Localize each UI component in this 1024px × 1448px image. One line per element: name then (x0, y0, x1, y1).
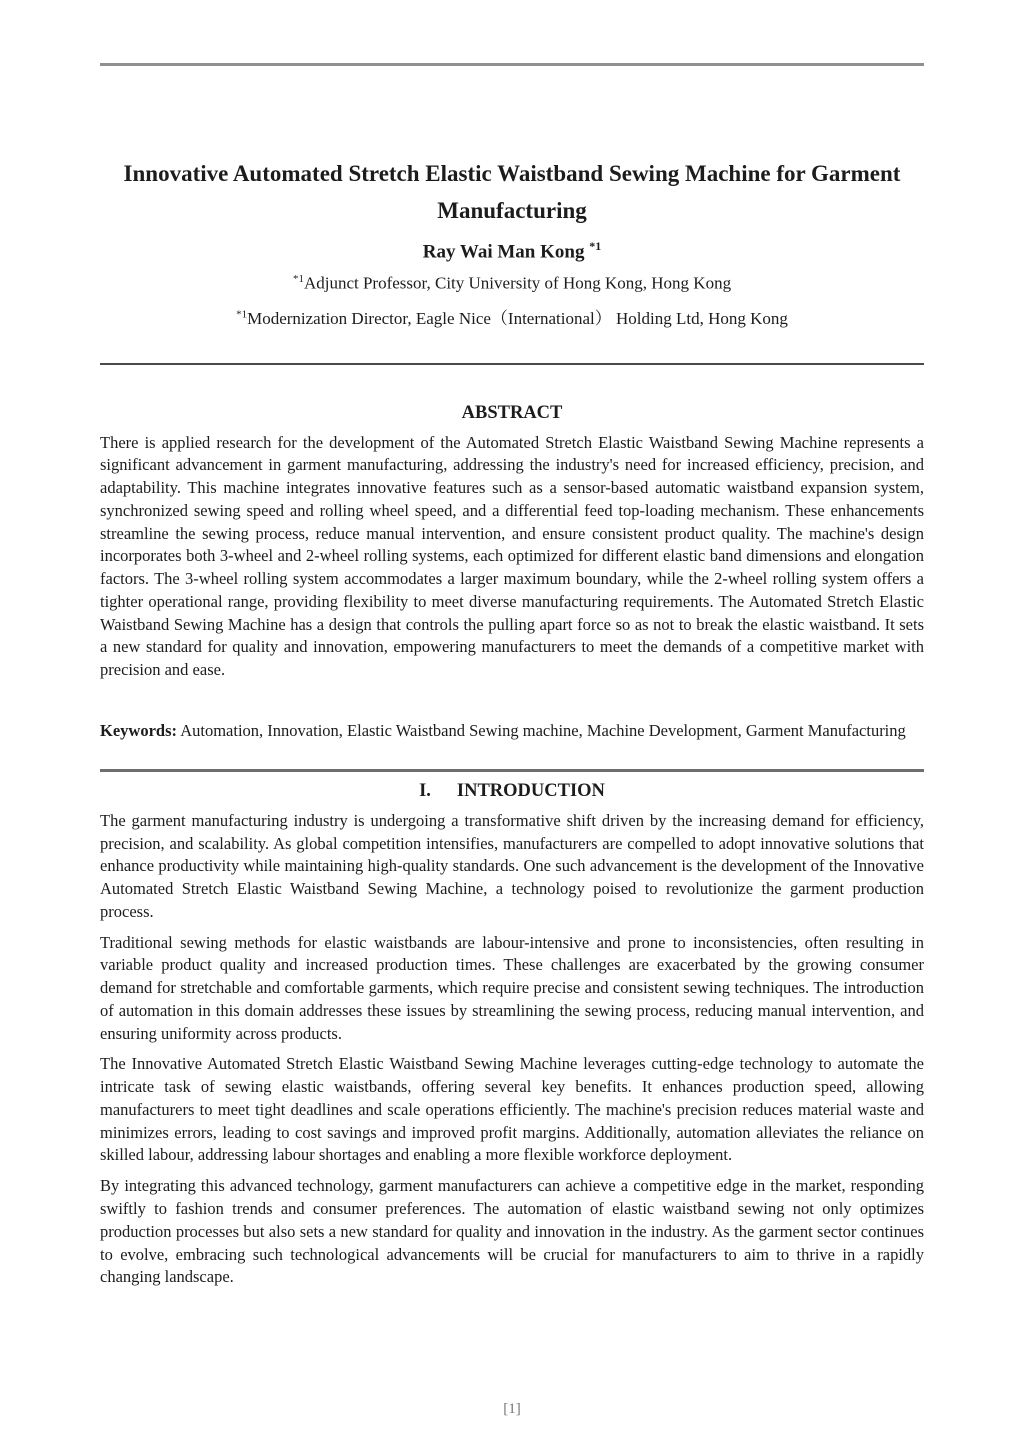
introduction-paragraph-2: Traditional sewing methods for elastic waistbands are labour-intensive and prone to inconsistencies, often resulting in variable product quality and increased production times. These challenges are exacerbated by the growing consumer demand for stretchable and comfortable garments, which require precise and consistent sewing techniques. The introduction of automation in this domain addresses these issues by streamlining the sewing process, reducing manual intervention, and ensuring uniformity across products. (100, 932, 924, 1043)
page-content (100, 63, 924, 1289)
keywords-label: Keywords: (100, 721, 177, 740)
introduction-divider (100, 769, 924, 772)
author-superscript: *1 (589, 238, 602, 253)
affiliation-2-superscript: *1 (236, 307, 248, 320)
introduction-heading-label: INTRODUCTION (456, 780, 605, 801)
affiliation-2-text: Modernization Director, Eagle Nice（International） Holding Ltd, Hong Kong (247, 308, 788, 328)
introduction-paragraph-1: The garment manufacturing industry is undergoing a transformative shift driven by the increasing demand for efficiency, precision, and scalability. As global competition intensifies, manufacturers are compelled to adopt innovative solutions that enhance productivity while maintaining high-quality standards. One such advancement is the development of the Innovative Automated Stretch Elastic Waistband Sewing Machine, a technology poised to revolutionize the garment production process. (100, 810, 924, 921)
top-divider (100, 63, 924, 66)
abstract-heading: ABSTRACT (461, 402, 563, 423)
keywords-text: Automation, Innovation, Elastic Waistband Sewing machine, Machine Development, Garment Manufacturing (177, 721, 906, 740)
author-name: Ray Wai Man Kong (422, 240, 585, 262)
header-divider (100, 363, 924, 365)
affiliation-line-2 (100, 304, 924, 329)
affiliation-1-text: Adjunct Professor, City University of Hong Kong, Hong Kong (303, 273, 732, 293)
affiliation-line-1 (100, 273, 924, 294)
title-block (100, 156, 924, 329)
introduction-heading (100, 781, 924, 802)
page-number: [1] (503, 1401, 521, 1417)
affiliation-1-superscript: *1 (292, 272, 304, 285)
keywords-paragraph (100, 720, 924, 743)
introduction-paragraph-4: By integrating this advanced technology, garment manufacturers can achieve a competitive edge in the market, responding swiftly to fashion trends and consumer preferences. The automation of elastic waistband sewing not only optimizes production processes but also sets a new standard for quality and innovation in the industry. As the garment sector continues to evolve, embracing such technological advancements will be crucial for manufacturers to aim to thrive in a rapidly changing landscape. (100, 1176, 924, 1287)
author-line (100, 239, 924, 263)
introduction-heading-number: I. (419, 780, 431, 801)
introduction-paragraph-3: The Innovative Automated Stretch Elastic Waistband Sewing Machine leverages cutting-edge technology to automate the intricate task of sewing elastic waistbands, offering several key benefits. It enhances production speed, allowing manufacturers to meet tight deadlines and scale operations efficiently. The machine's precision reduces material waste and minimizes errors, leading to cost savings and improved profit margins. Additionally, automation alleviates the reliance on skilled labour, addressing labour shortages and enabling a more flexible workforce deployment. (100, 1054, 924, 1165)
paper-title: Innovative Automated Stretch Elastic Waistband Sewing Machine for Garment Manufacturing (123, 161, 901, 223)
abstract-body: There is applied research for the development of the Automated Stretch Elastic Waistband Sewing Machine represents a significant advancement in garment manufacturing, addressing the industry's need for increased efficiency, precision, and adaptability. This machine integrates innovative features such as a sensor-based automatic waistband expansion system, synchronized sewing speed and rolling wheel speed, and a differential feed top-loading mechanism. These enhancements streamline the sewing process, reduce manual intervention, and ensure consistent product quality. The machine's design incorporates both 3-wheel and 2-wheel rolling systems, each optimized for different elastic band dimensions and elongation factors. The 3-wheel rolling system accommodates a larger maximum boundary, while the 2-wheel rolling system offers a tighter operational range, providing flexibility to meet diverse manufacturing requirements. The Automated Stretch Elastic Waistband Sewing Machine has a design that controls the pulling apart force so as not to break the elastic waistband. It sets a new standard for quality and innovation, empowering manufacturers to meet the demands of a competitive market with precision and ease. (100, 432, 924, 680)
